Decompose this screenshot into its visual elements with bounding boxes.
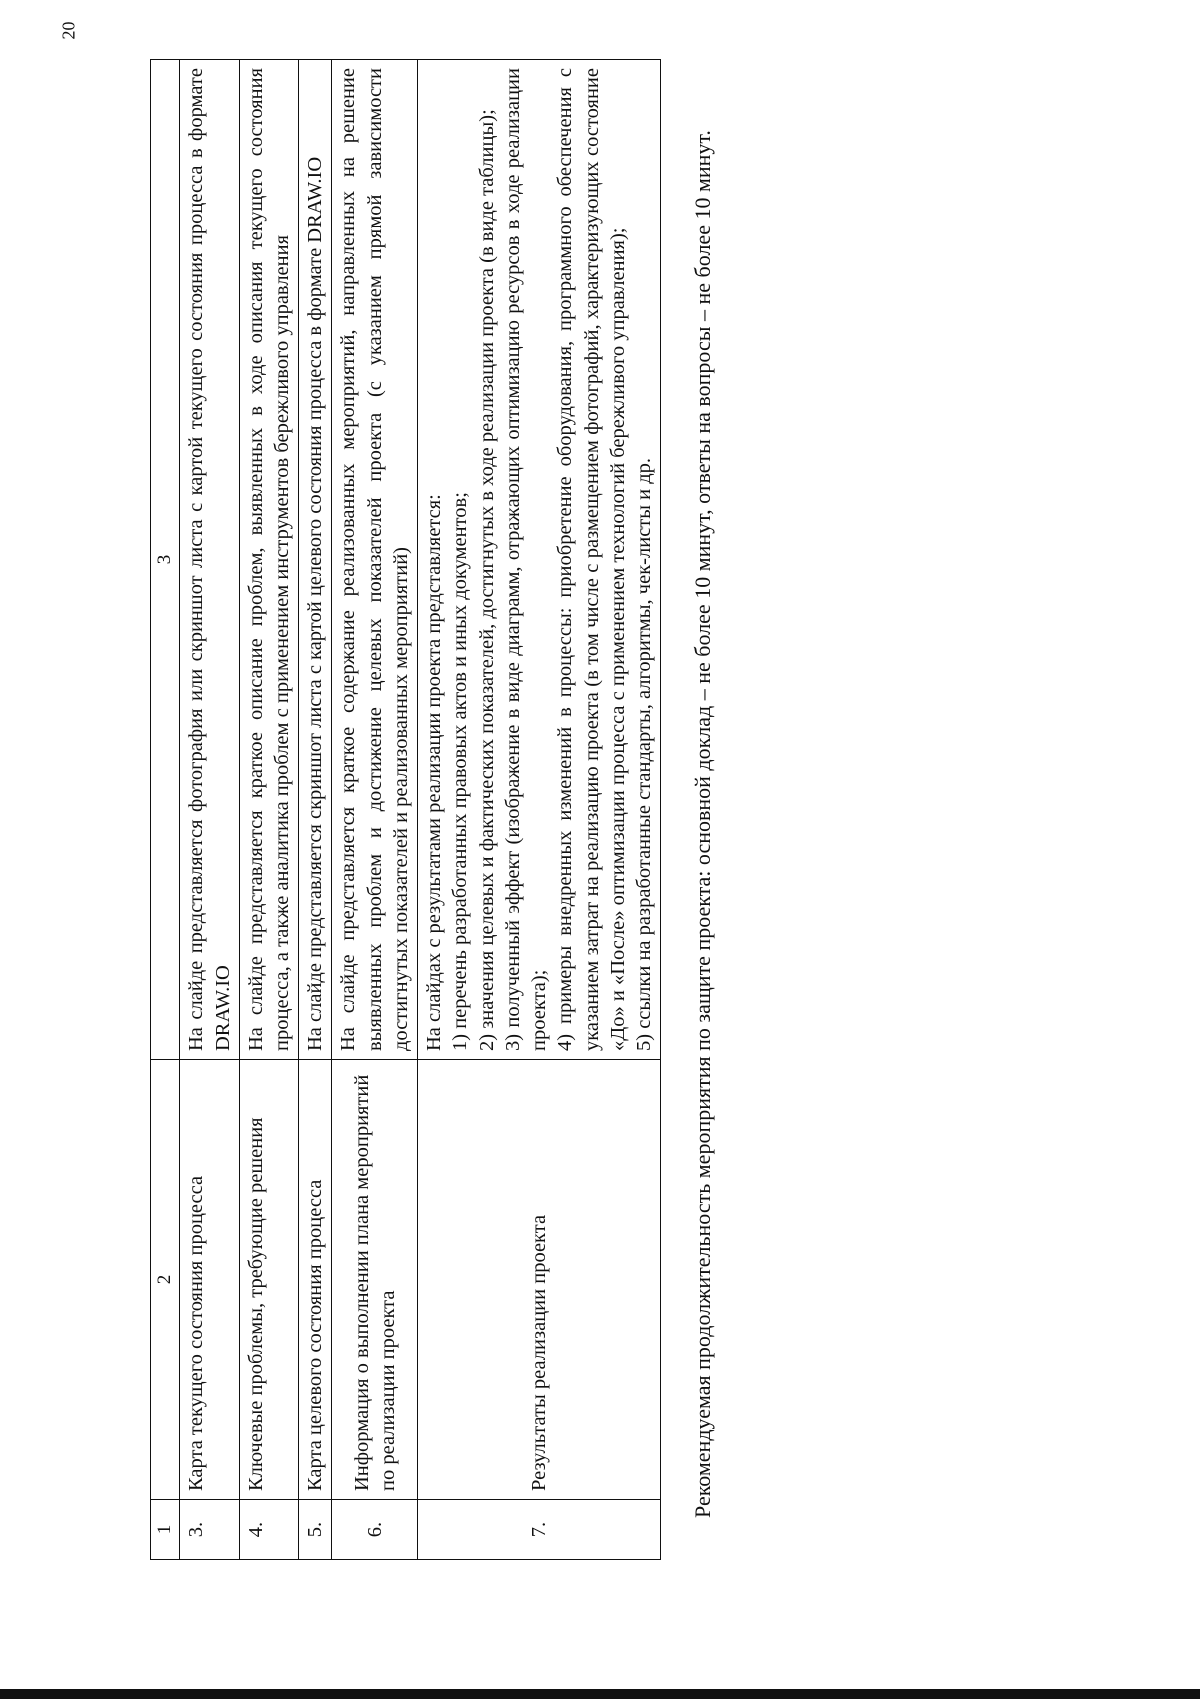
header-col-2: 2 xyxy=(151,1060,180,1500)
row-number: 4. xyxy=(239,1500,298,1560)
page-number: 20 xyxy=(58,21,79,40)
table-row xyxy=(299,60,332,1560)
table-row xyxy=(180,60,239,1560)
table-row xyxy=(239,60,298,1560)
table-row xyxy=(332,60,418,1560)
header-col-3: 3 xyxy=(151,60,180,1060)
header-col-1: 1 xyxy=(151,1500,180,1560)
description-line: 5) ссылки на разработанные стандарты, алгоритмы, чек-листы и др. xyxy=(633,457,656,1051)
description-line: 3) полученный эффект (изображение в виде диаграмм, отражающих оптимизацию ресурсов в ходе реализации проекта); xyxy=(501,68,551,1051)
row-number: 7. xyxy=(418,1500,661,1560)
description-line: 1) перечень разработанных правовых актов и иных документов; xyxy=(449,492,472,1051)
row-name: Результаты реализации проекта xyxy=(418,1060,661,1500)
description-line: На слайдах с результатами реализации проекта представляется: xyxy=(423,494,446,1051)
description-line: На слайде представляется фотография или скриншот листа с картой текущего состояния процесса в формате DRAW.IO xyxy=(185,68,234,1051)
row-description xyxy=(332,60,418,1060)
row-name: Ключевые проблемы, требующие решения xyxy=(239,1060,298,1500)
description-line: 4) примеры внедренных изменений в процессы: приобретение оборудования, программного обеспечения с указанием затрат на реализацию проекта (в том числе с размещением фотографий, характеризующих состояние «До» и «После» оптимизации процесса с применением технологий бережливого управления); xyxy=(554,68,629,1051)
document-table xyxy=(150,59,661,1560)
rotated-page-content xyxy=(150,60,1150,1560)
footer-note: Рекомендуемая продолжительность мероприятия по защите проекта: основной доклад – не более 10 минут, ответы на вопросы – не более 10 минут. xyxy=(690,130,716,1518)
table-row xyxy=(418,60,661,1560)
description-line: На слайде представляется скриншот листа с картой целевого состояния процесса в формате DRAW.IO xyxy=(304,156,327,1051)
row-description xyxy=(180,60,239,1060)
row-name: Информация о выполнении плана мероприятий по реализации проекта xyxy=(332,1060,418,1500)
row-name: Карта текущего состояния процесса xyxy=(180,1060,239,1500)
row-description xyxy=(239,60,298,1060)
description-line: На слайде представляется краткое содержание реализованных мероприятий, направленных на решение выявленных проблем и достижение целевых показателей проекта (с указанием прямой зависимости достигнутых показателей и реализованных мероприятий) xyxy=(337,68,412,1051)
row-description xyxy=(418,60,661,1060)
row-number: 6. xyxy=(332,1500,418,1560)
row-description xyxy=(299,60,332,1060)
row-number: 5. xyxy=(299,1500,332,1560)
description-line: 2) значения целевых и фактических показателей, достигнутых в ходе реализации проекта (в виде таблицы); xyxy=(475,109,498,1051)
scan-edge-bar xyxy=(0,1689,1200,1699)
row-name: Карта целевого состояния процесса xyxy=(299,1060,332,1500)
description-line: На слайде представляется краткое описание проблем, выявленных в ходе описания текущего состояния процесса, а также аналитика проблем с применением инструментов бережливого управления xyxy=(244,68,294,1051)
row-number: 3. xyxy=(180,1500,239,1560)
table-header-row xyxy=(151,60,180,1560)
